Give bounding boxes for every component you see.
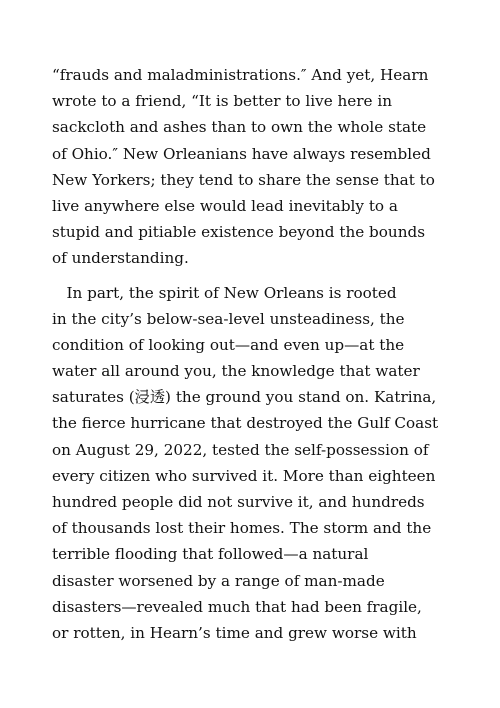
document-page xyxy=(52,62,452,646)
text-line: saturates (浸透) the ground you stand on. Katrina, xyxy=(52,388,437,407)
text-line: of understanding. xyxy=(52,249,189,268)
text-line: stupid and pitiable existence beyond the bounds xyxy=(52,223,425,242)
text-line: of thousands lost their homes. The storm and the xyxy=(52,519,432,538)
text-line: live anywhere else would lead inevitably to a xyxy=(52,196,398,215)
paragraph-2 xyxy=(52,280,452,647)
text-line: every citizen who survived it. More than eighteen xyxy=(52,466,436,485)
text-line: wrote to a friend, “It is better to live here in xyxy=(52,92,392,111)
text-line: sackcloth and ashes than to own the whole state xyxy=(52,118,427,137)
text-line: the fierce hurricane that destroyed the Gulf Coast xyxy=(52,414,439,433)
text-line: disaster worsened by a range of man-made xyxy=(52,571,385,590)
paragraph-gap xyxy=(52,272,452,280)
text-line: on August 29, 2022, tested the self-possession of xyxy=(52,440,429,459)
text-line: of Ohio.″ New Orleanians have always resembled xyxy=(52,144,431,163)
text-line: In part, the spirit of New Orleans is rooted xyxy=(52,283,397,302)
text-line: “frauds and maladministrations.″ And yet, Hearn xyxy=(52,66,429,84)
text-line: New Yorkers; they tend to share the sense that to xyxy=(52,170,435,189)
paragraph-1 xyxy=(52,62,452,272)
text-line: water all around you, the knowledge that water xyxy=(52,362,420,381)
text-line: terrible flooding that followed—a natural xyxy=(52,545,369,564)
text-line: or rotten, in Hearn’s time and grew worse with xyxy=(52,623,417,642)
text-line: condition of looking out—and even up—at the xyxy=(52,335,405,354)
text-line: in the city’s below-sea-level unsteadiness, the xyxy=(52,309,405,328)
text-line: disasters—revealed much that had been fragile, xyxy=(52,597,422,616)
text-line: hundred people did not survive it, and hundreds xyxy=(52,493,425,511)
